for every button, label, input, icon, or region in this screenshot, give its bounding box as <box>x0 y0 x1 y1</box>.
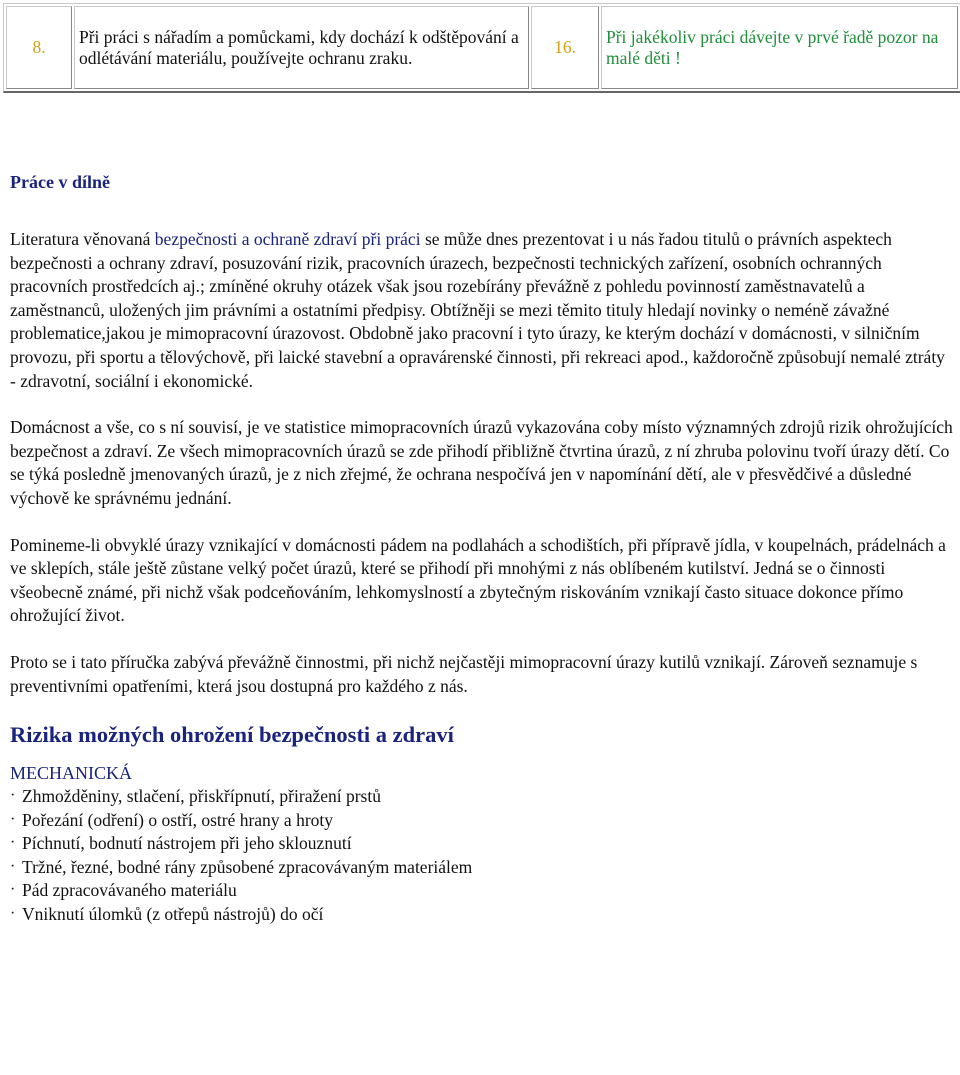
risk-list <box>10 785 955 927</box>
tip-number: 8. <box>6 6 72 89</box>
list-item-text: Tržné, řezné, bodné rány způsobené zpracovávaným materiálem <box>22 856 473 877</box>
bullet-icon: · <box>10 905 16 923</box>
bullet-icon: · <box>10 787 16 805</box>
tip-number: 16. <box>531 6 599 89</box>
bullet-icon: · <box>10 881 16 899</box>
list-item <box>10 856 955 880</box>
list-item-text: Zhmožděniny, stlačení, přiskřípnutí, přiražení prstů <box>22 786 381 807</box>
tip-text: Při práci s nářadím a pomůckami, kdy dochází k odštěpování a odlétávání materiálu, používejte ochranu zraku. <box>74 6 529 89</box>
bullet-icon: · <box>10 810 16 828</box>
list-item <box>10 809 955 833</box>
article <box>10 170 955 927</box>
paragraph-diy: Pomineme-li obvyklé úrazy vznikající v domácnosti pádem na podlahách a schodištích, při přípravě jídla, v koupelnách, prádelnách a ve sklepích, stále ještě zůstane velký počet úrazů, které se přihodí při mnohými z nás oblíbeném kutilství. Jedná se o činnosti všeobecně známé, při nichž však podceňováním, lehkomyslností a zbytečným riskováním vznikají často situace dokonce přímo ohrožující život. <box>10 534 946 626</box>
tips-table <box>3 3 960 93</box>
paragraph-household: Domácnost a vše, co s ní souvisí, je ve statistice mimopracovních úrazů vykazována coby místo významných zdrojů rizik ohrožujících bezpečnost a zdraví. Ze všech mimopracovních úrazů se zde přihodí přibližně čtvrtina úrazů, z ní zhruba polovinu tvoří úrazy dětí. Co se týká posledně jmenovaných úrazů, je z nich zřejmé, že ochrana nespočívá jen v napomínání dětí, ale v přesvědčivé a důsledné výchově ke správnému jednání. <box>10 417 953 508</box>
bozp-link[interactable]: bezpečnosti a ochraně zdraví při práci <box>154 229 421 249</box>
bullet-icon: · <box>10 834 16 852</box>
paragraph-text: Literatura věnovaná <box>10 229 155 249</box>
paragraph-text: se může dnes prezentovat i u nás řadou titulů o právních aspektech bezpečnosti a ochrany zdraví, posuzování rizik, pracovních úrazech, bezpečnosti technických zařízení, osobních ochranných pracovních prostředcích aj.; zmíněné okruhy otázek však jsou rozebírány převážně z pohledu povinností zaměstnavatelů a zaměstnanců, uložených jim právními a ostatními předpisy. Obtížněji se mezi těmito tituly hledají novinky o neméně závažné problematice,jakou je mimopracovní úrazovost. Obdobně jako pracovní i tyto úrazy, ke kterým dochází v domácnosti, v silničním provozu, při sportu a tělovýchově, při laické stavební a opravárenské činnosti, při rekreaci apod., každoročně způsobují nemalé ztráty - zdravotní, sociální i ekonomické. <box>10 229 945 391</box>
list-item-text: Pád zpracovávaného materiálu <box>22 880 237 901</box>
risks-heading: Rizika možných ohrožení bezpečnosti a zdraví <box>10 722 454 748</box>
list-item <box>10 879 955 903</box>
tip-text: Při jakékoliv práci dávejte v prvé řadě pozor na malé děti ! <box>601 6 958 89</box>
paragraph-intro <box>10 228 955 393</box>
category-label: MECHANICKÁ <box>10 763 133 784</box>
list-item <box>10 903 955 927</box>
section-title: Práce v dílně <box>10 172 110 192</box>
list-item-text: Vniknutí úlomků (z otřepů nástrojů) do očí <box>22 904 324 925</box>
table-row <box>6 6 958 89</box>
list-item <box>10 785 955 809</box>
list-item-text: Pořezání (odření) o ostří, ostré hrany a hroty <box>22 809 334 830</box>
list-item <box>10 832 955 856</box>
paragraph-handbook: Proto se i tato příručka zabývá převážně činnostmi, při nichž nejčastěji mimopracovní úrazy kutilů vznikají. Zároveň seznamuje s preventivními opatřeními, která jsou dostupná pro každého z nás. <box>10 651 918 696</box>
list-item-text: Píchnutí, bodnutí nástrojem při jeho sklouznutí <box>22 833 352 854</box>
bullet-icon: · <box>10 857 16 875</box>
